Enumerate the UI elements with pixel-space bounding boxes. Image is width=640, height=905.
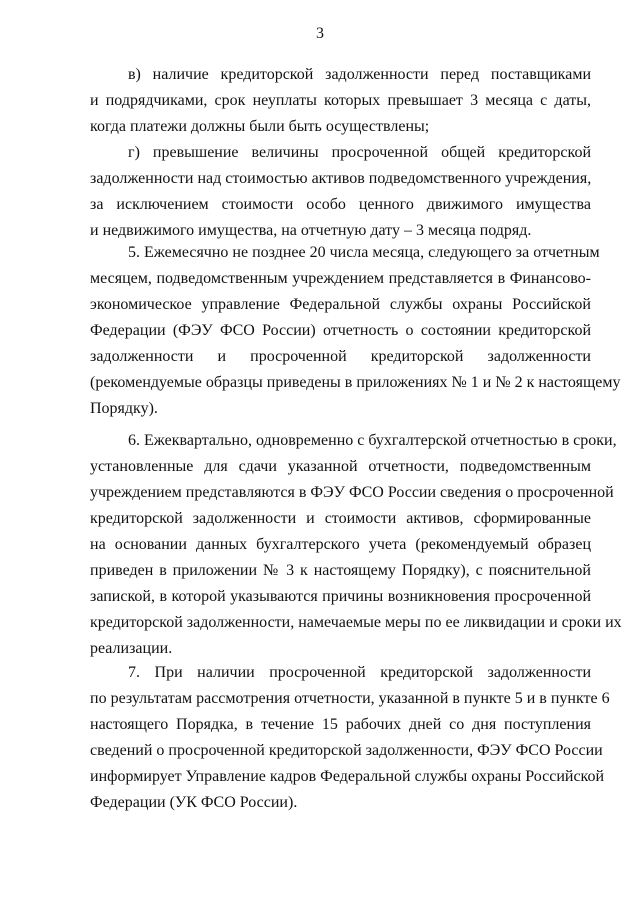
text-line: Порядку).: [90, 400, 158, 417]
text-line: запиской, в которой указываются причины возникновения просроченной: [90, 588, 591, 605]
text-line: кредиторской задолженности и стоимости активов, сформированные: [90, 510, 591, 527]
text-line: информирует Управление кадров Федеральной службы охраны Российской: [90, 768, 605, 785]
text-line: в) наличие кредиторской задолженности перед поставщиками: [128, 66, 591, 83]
text-line: экономическое управление Федеральной службы охраны Российской: [90, 296, 591, 313]
text-line: 5. Ежемесячно не позднее 20 числа месяца, следующего за отчетным: [128, 244, 600, 261]
text-line: 7. При наличии просроченной кредиторской задолженности: [128, 664, 591, 681]
text-line: задолженности и просроченной кредиторской задолженности: [90, 348, 591, 365]
text-line: за исключением стоимости особо ценного движимого имущества: [90, 196, 591, 213]
text-line: и подрядчиками, срок неуплаты которых превышает 3 месяца с даты,: [90, 92, 591, 109]
text-line: и недвижимого имущества, на отчетную дату – 3 месяца подряд.: [90, 222, 532, 239]
text-line: приведен в приложении № 3 к настоящему Порядку), с пояснительной: [90, 562, 591, 579]
text-line: учреждением представляются в ФЭУ ФСО России сведения о просроченной: [90, 484, 614, 501]
text-line: кредиторской задолженности, намечаемые меры по ее ликвидации и сроки их: [90, 614, 622, 631]
text-line: реализации.: [90, 640, 173, 657]
text-line: (рекомендуемые образцы приведены в приложениях № 1 и № 2 к настоящему: [90, 374, 621, 391]
text-line: сведений о просроченной кредиторской задолженности, ФЭУ ФСО России: [90, 742, 603, 759]
text-line: 6. Ежеквартально, одновременно с бухгалтерской отчетностью в сроки,: [128, 432, 617, 449]
text-line: по результатам рассмотрения отчетности, указанной в пункте 5 и в пункте 6: [90, 690, 610, 707]
text-line: установленные для сдачи указанной отчетности, подведомственным: [90, 458, 591, 475]
text-line: г) превышение величины просроченной общей кредиторской: [128, 144, 591, 161]
text-line: задолженности над стоимостью активов подведомственного учреждения,: [90, 170, 592, 187]
text-line: Федерации (ФЭУ ФСО России) отчетность о состоянии кредиторской: [90, 322, 591, 339]
text-line: когда платежи должны были быть осуществлены;: [90, 118, 430, 135]
text-line: месяцем, подведомственным учреждением представляется в Финансово-: [90, 270, 591, 287]
page-number: 3: [316, 25, 324, 42]
text-line: Федерации (УК ФСО России).: [90, 794, 298, 811]
text-line: настоящего Порядка, в течение 15 рабочих дней со дня поступления: [90, 716, 591, 733]
text-line: на основании данных бухгалтерского учета (рекомендуемый образец: [90, 536, 591, 553]
